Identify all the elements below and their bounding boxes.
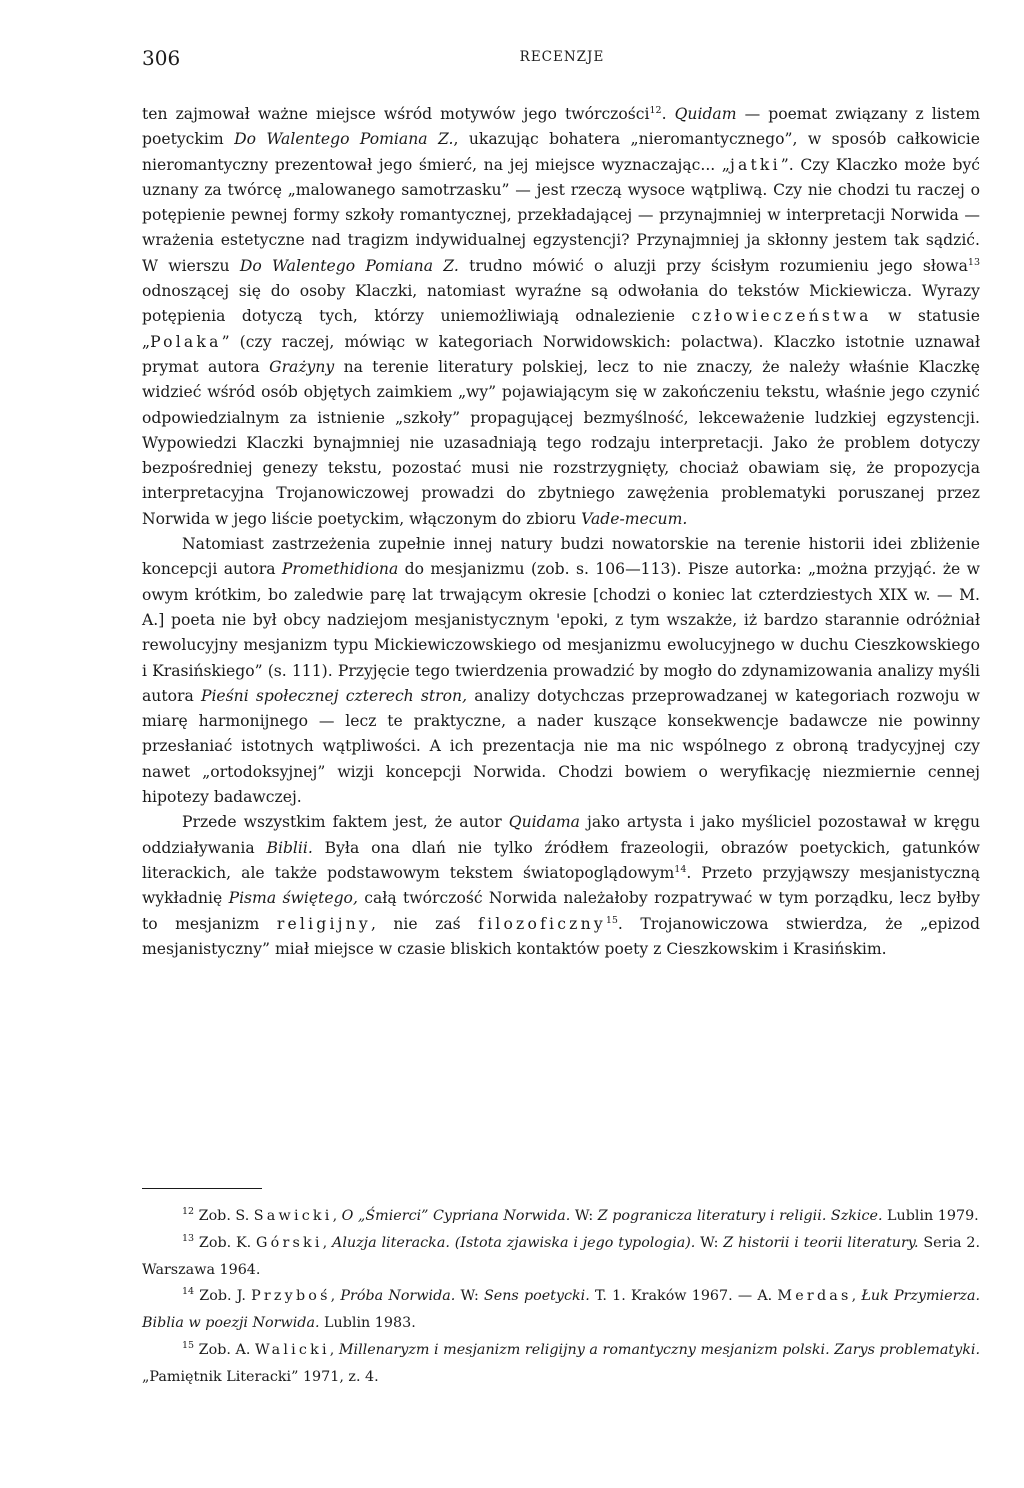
work-title: Z pogranicza literatury i religii. Szkice. — [597, 1208, 883, 1224]
work-title: Millenaryzm i mesjanizm religijny a romantyczny mesjanizm polski. Zarys problematyki. — [338, 1341, 980, 1358]
footnote-number: 15 — [182, 1339, 195, 1351]
footnote — [142, 1230, 980, 1284]
text-run: ” (czy raczej, mówiąc w kategoriach Norwidowskich: polactwa). Klaczko istotnie uznawał prymat autora — [142, 332, 980, 376]
work-title: Pieśni społecznej czterech stron, — [200, 686, 468, 705]
text-run: W: — [455, 1288, 484, 1305]
author-name: Merdas — [777, 1288, 852, 1305]
paragraph — [142, 102, 980, 532]
text-run: , — [322, 1234, 333, 1251]
text-run: Seria 2. Warszawa 1964. — [142, 1234, 980, 1278]
text-run: analizy dotychczas przeprowadzanej w kategoriach rozwoju w miarę harmonijnego — lecz te praktyczne, a nader kuszące konsekwencje badawcze nie powinny przesłaniać istotnych wątpliwości. A ich prezentacja nie ma nic wspólnego z obroną tradycyjnej czy nawet „ortodoksyjnej” wizji koncepcji Norwida. Chodzi bowiem o weryfikację niezmiernie cennej hipotezy badawczej. — [142, 686, 981, 807]
footnote-ref: 13 — [967, 256, 981, 268]
author-name: Walicki — [254, 1341, 330, 1358]
text-run: Zob. J. — [194, 1288, 252, 1305]
text-run: Przede wszystkim faktem jest, że autor — [182, 813, 509, 832]
work-title: Quidam — [674, 105, 737, 123]
text-run: , — [330, 1288, 341, 1305]
author-name: Przyboś — [251, 1288, 331, 1305]
text-run: trudno mówić o aluzji przy ścisłym rozumieniu jego słowa — [458, 256, 968, 275]
text-run: Natomiast zastrzeżenia zupełnie innej natury budzi nowatorskie na terenie historii idei zbliżenie koncepcji autora — [142, 535, 980, 579]
work-title: Quidama — [508, 813, 580, 832]
text-run: , — [851, 1288, 862, 1305]
body-text — [142, 102, 980, 962]
spaced-text: Polaka — [150, 332, 222, 351]
work-title: Grażyny — [269, 357, 335, 376]
footnote-ref: 12 — [649, 105, 662, 116]
running-head — [142, 46, 982, 72]
work-title: Z historii i teorii literatury. — [723, 1234, 919, 1251]
footnote-separator — [142, 1188, 262, 1189]
spaced-text: jatki — [729, 155, 781, 174]
text-run: W: — [570, 1208, 598, 1224]
text-run: . Trojanowiczowa stwierdza, że „epizod mesjanistyczny” miał miejsce w czasie bliskich kontaktów poety z Cieszkowskim i Krasińskim. — [142, 914, 980, 958]
work-title: Do Walentego Pomiana Z. — [234, 130, 454, 149]
text-run: do mesjanizmu (zob. s. 106—113). Pisze autorka: „można przyjąć. że w owym krótkim, bo zaledwie parę lat trwającym okresie [chodzi o koniec lat czterdziestych XIX w. — M. A.] poeta nie był obcy nadziejom mesjanistycznym 'epoki, z tym wszakże, iż bardzo starannie odróżniał rewolucyjny mesjanizm typu Mickiewiczowskiego od mesjanizmu ewolucyjnego w duchu Cieszkowskiego i Krasińskiego” (s. 111). Przyjęcie tego twierdzenia prowadzić by mogło do zdynamizowania analizy myśli autora — [142, 560, 980, 705]
text-run: „Pamiętnik Literacki” 1971, z. 4. — [142, 1368, 379, 1385]
footnote — [142, 1337, 980, 1391]
spaced-text: religijny — [276, 914, 371, 933]
text-run: Zob. A. — [194, 1341, 255, 1358]
text-run: Była ona dlań nie tylko źródłem frazeologii, obrazów poetyckich, gatunków literackich, ale także podstawowym tekstem światopoglądowym — [142, 838, 980, 882]
text-run: na terenie literatury polskiej, lecz to nie znaczy, że należy właśnie Klaczkę widzieć wśród osób objętych zaimkiem „wy” pojawiającym się w zakończeniu tekstu, właśnie jego czynić odpowiedzialnym za istnienie „szkoły” propagującej bezmyślność, lekceważenie ludzkiej egzystencji. Wypowiedzi Klaczki bynajmniej nie uzasadniają tego rodzaju interpretacji. Jako że problem dotyczy bezpośredniej genezy tekstu, pozostać musi nie rozstrzygnięty, chociaż obawiam się, że propozycja interpretacyjna Trojanowiczowej prowadzi do zbytniego zawężenia problematyki poruszanej przez Norwida w jego liście poetyckim, włączonym do zbioru — [142, 357, 980, 528]
text-run: , nie zaś — [370, 914, 479, 933]
work-title: Łuk Przymierza. Biblia w poezji Norwida. — [142, 1288, 981, 1332]
footnotes — [142, 1203, 980, 1391]
text-run: . Przeto przyjąwszy mesjanistyczną wykładnię — [142, 863, 980, 908]
spaced-text: filozoficzny — [478, 914, 606, 933]
author-name: Sawicki — [253, 1208, 333, 1224]
work-title: Promethidiona — [281, 560, 399, 579]
text-run: , ukazując bohatera „nieromantycznego”, w sposób całkowicie nieromantyczny prezentował jego śmierć, na jej miejsce wyznaczając... „ — [142, 130, 981, 174]
text-run: Zob. S. — [194, 1208, 254, 1224]
text-run: W: — [695, 1234, 724, 1251]
work-title: Pisma świętego, — [228, 889, 358, 908]
paragraph — [142, 810, 980, 962]
work-title: O „Śmierci” Cypriana Norwida. — [341, 1208, 571, 1224]
footnote-number: 13 — [182, 1232, 195, 1244]
text-run: . — [661, 105, 675, 123]
text-run: całą twórczość Norwida należałoby rozpatrywać w tym porządku, lecz byłby to mesjanizm — [142, 889, 980, 933]
text-run: w statusie „ — [142, 307, 981, 351]
text-run: , — [329, 1341, 339, 1358]
paragraph — [142, 532, 980, 810]
text-run: ”. Czy Klaczko może być uznany za twórcę „malowanego samotrzasku” — jest rzeczą wysoce wątpliwą. Czy nie chodzi tu raczej o potępienie pewnej formy szkoły romantycznej, przekładającej — przynajmniej w interpretacji Norwida — wrażenia estetyczne nad tragizm indywidualnej egzystencji? Przynajmniej ja skłonny jestem tak sądzić. W wierszu — [142, 155, 980, 275]
footnote — [142, 1203, 980, 1230]
spaced-text: człowieczeństwa — [691, 307, 872, 326]
footnote-number: 14 — [182, 1286, 195, 1298]
text-run: odnoszącej się do osoby Klaczki, natomiast wyraźne są odwołania do tekstów Mickiewicza. Wyrazy potępienia dotyczą tych, którzy uniemożliwiają odnalezienie — [142, 282, 980, 326]
work-title: Sens poetycki. — [483, 1288, 590, 1305]
text-run: — poemat związany z listem poetyckim — [142, 105, 980, 149]
text-run: Lublin 1979. — [882, 1208, 979, 1224]
page-number: 306 — [142, 46, 181, 70]
work-title: Aluzja literacka. (Istota zjawiska i jego typologia). — [332, 1234, 696, 1251]
work-title: Do Walentego Pomiana Z. — [239, 256, 459, 275]
text-run: jako artysta i jako myśliciel pozostawał w kręgu oddziaływania — [142, 813, 980, 857]
text-run: Lublin 1983. — [319, 1315, 416, 1332]
text-run: , — [332, 1208, 342, 1224]
footnote-ref: 14 — [674, 863, 687, 875]
work-title: Vade-mecum. — [581, 509, 688, 528]
text-run: Zob. K. — [194, 1234, 257, 1251]
running-title: RECENZJE — [519, 49, 605, 65]
footnote — [142, 1283, 980, 1337]
footnote-number: 12 — [182, 1206, 195, 1217]
work-title: Próba Norwida. — [340, 1288, 456, 1305]
author-name: Górski — [256, 1234, 323, 1251]
work-title: Biblii. — [266, 838, 313, 857]
text-run: T. 1. Kraków 1967. — A. — [589, 1288, 778, 1305]
footnote-ref: 15 — [605, 914, 618, 926]
text-run: ten zajmował ważne miejsce wśród motywów jego twórczości — [142, 105, 650, 123]
